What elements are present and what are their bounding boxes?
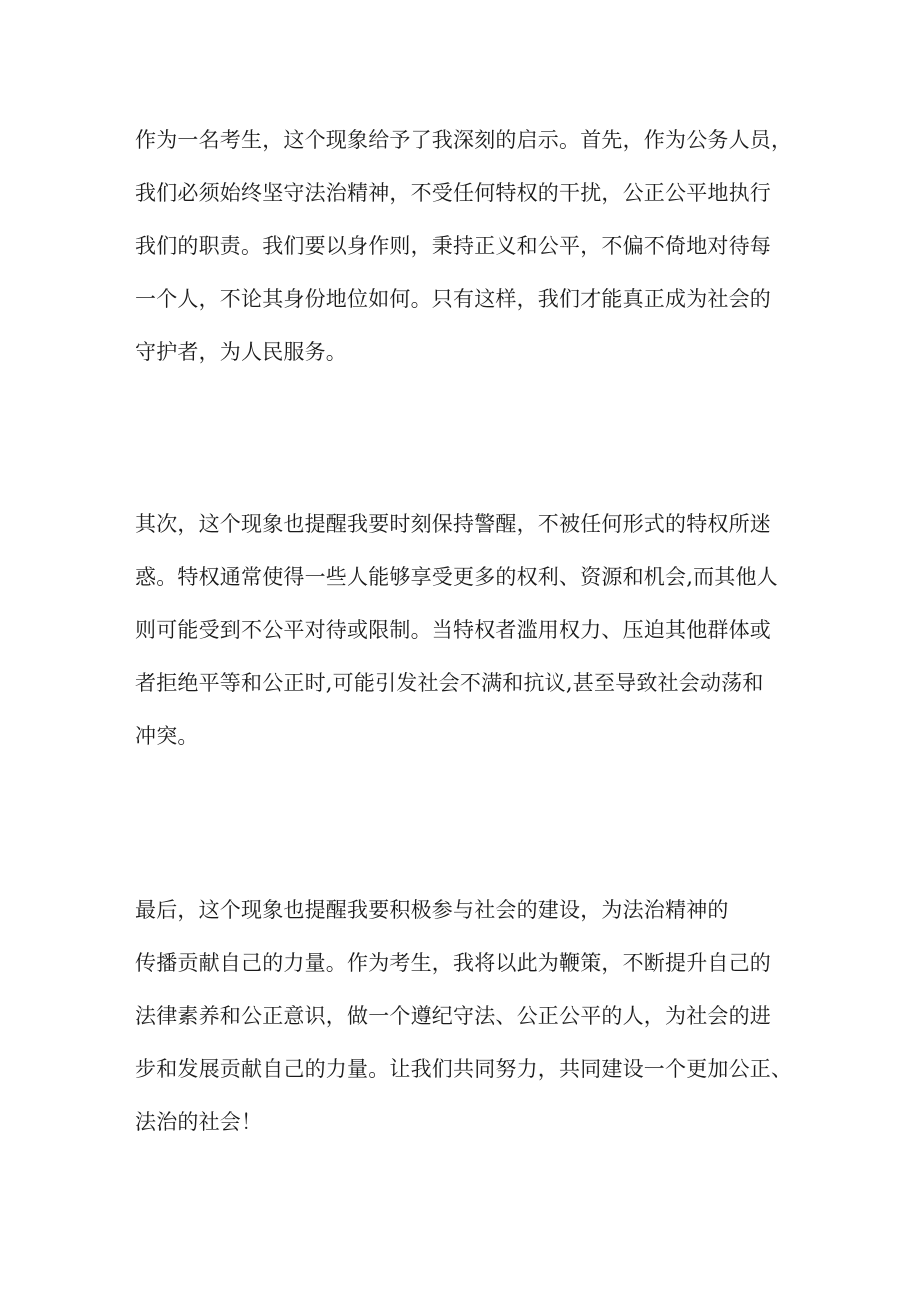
paragraph-2 — [135, 498, 795, 763]
paragraph-line: 法律素养和公正意识，做一个遵纪守法、公正公平的人，为社会的进 — [135, 1004, 771, 1028]
paragraph-line: 一个人，不论其身份地位如何。只有这样，我们才能真正成为社会的 — [135, 287, 771, 311]
paragraph-line: 我们必须始终坚守法治精神，不受任何特权的干扰，公正公平地执行 — [135, 181, 771, 205]
paragraph-line: 惑。特权通常使得一些人能够享受更多的权利、资源和机会,而其他人 — [135, 565, 778, 589]
paragraph-line: 法治的社会！ — [135, 1110, 263, 1134]
paragraph-3 — [135, 884, 795, 1149]
paragraph-line: 其次，这个现象也提醒我要时刻保持警醒，不被任何形式的特权所迷 — [135, 512, 771, 536]
paragraph-line: 作为一名考生，这个现象给予了我深刻的启示。首先，作为公务人员， — [135, 128, 793, 152]
paragraph-line: 我们的职责。我们要以身作则，秉持正义和公平，不偏不倚地对待每 — [135, 234, 771, 258]
paragraph-line: 者拒绝平等和公正时,可能引发社会不满和抗议,甚至导致社会动荡和 — [135, 671, 764, 695]
paragraph-line: 传播贡献自己的力量。作为考生，我将以此为鞭策，不断提升自己的 — [135, 951, 771, 975]
paragraph-1 — [135, 114, 795, 379]
paragraph-line: 最后，这个现象也提醒我要积极参与社会的建设，为法治精神的 — [135, 898, 729, 922]
paragraph-line: 守护者，为人民服务。 — [135, 340, 347, 364]
paragraph-line: 冲突。 — [135, 724, 199, 748]
paragraph-line: 步和发展贡献自己的力量。让我们共同努力，共同建设一个更加公正、 — [135, 1057, 793, 1081]
paragraph-line: 则可能受到不公平对待或限制。当特权者滥用权力、压迫其他群体或 — [135, 618, 771, 642]
